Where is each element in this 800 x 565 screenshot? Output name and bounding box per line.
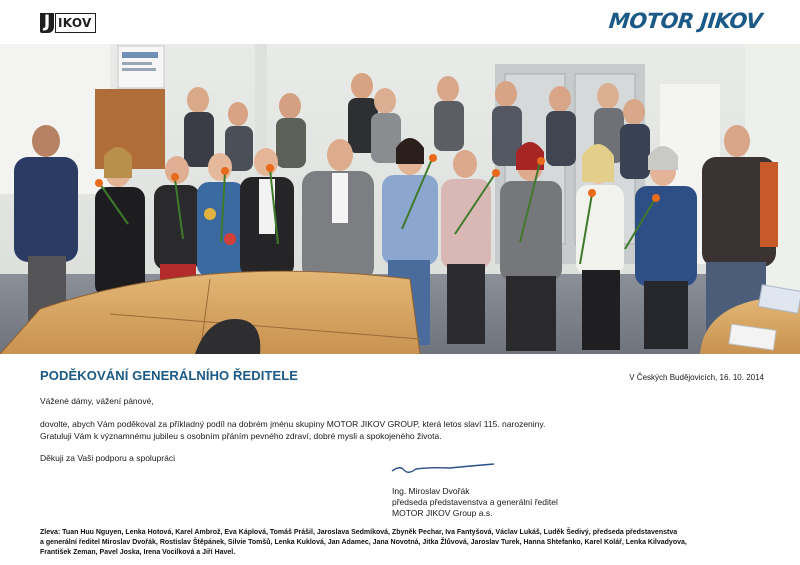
people-list-line-2: a generální ředitel Miroslav Dvořák, Rostislav Štěpánek, Silvie Tomšů, Lenka Kuklová, Jan Adamec, Jana Novotná, Jitka Žlůvová, Jaroslav Turek, Hanna Shtefanko, Karel Kolář, Lenka Kilvadyova, — [40, 539, 687, 546]
body-line-1: dovolte, abych Vám poděkoval za příkladný podíl na dobrém jménu skupiny MOTOR JIKOV GROUP, která letos slaví 115. narozeniny. — [40, 419, 546, 429]
people-list — [40, 528, 770, 558]
motor-jikov-logo: MOTOR JIKOV — [607, 9, 764, 33]
signer-company: MOTOR JIKOV Group a.s. — [392, 508, 493, 518]
group-photo — [0, 44, 800, 354]
people-list-line-3: František Zeman, Pavel Joska, Irena Vocilková a Jiří Havel. — [40, 549, 236, 556]
letter-title: PODĚKOVÁNÍ GENERÁLNÍHO ŘEDITELE — [40, 368, 299, 383]
thanks-line: Děkuji za Vaši podporu a spolupráci — [40, 453, 175, 463]
letter-date: V Českých Budějovicích, 16. 10. 2014 — [629, 373, 764, 382]
people-list-line-1: Zleva: Tuan Huu Nguyen, Lenka Hotová, Karel Ambrož, Eva Káplová, Tomáš Prášil, Jaroslava Sedmíková, Zbyněk Pechar, Iva Fantyšová, Václav Lukáš, Luděk Šedivý, předseda představenstva — [40, 529, 678, 536]
signature — [390, 461, 500, 477]
jikov-logo-text: IKOV — [55, 13, 96, 33]
salutation: Vážené dámy, vážení pánové, — [40, 396, 154, 406]
signer-name: Ing. Miroslav Dvořák — [392, 486, 470, 496]
body-line-2: Gratuluji Vám k významnému jubileu s osobním přáním pevného zdraví, dobré mysli a spokojeného života. — [40, 431, 442, 441]
jikov-logo — [40, 11, 96, 34]
signer-role: předseda představenstva a generální ředitel — [392, 497, 558, 507]
jikov-logo-letter: J — [40, 13, 54, 33]
